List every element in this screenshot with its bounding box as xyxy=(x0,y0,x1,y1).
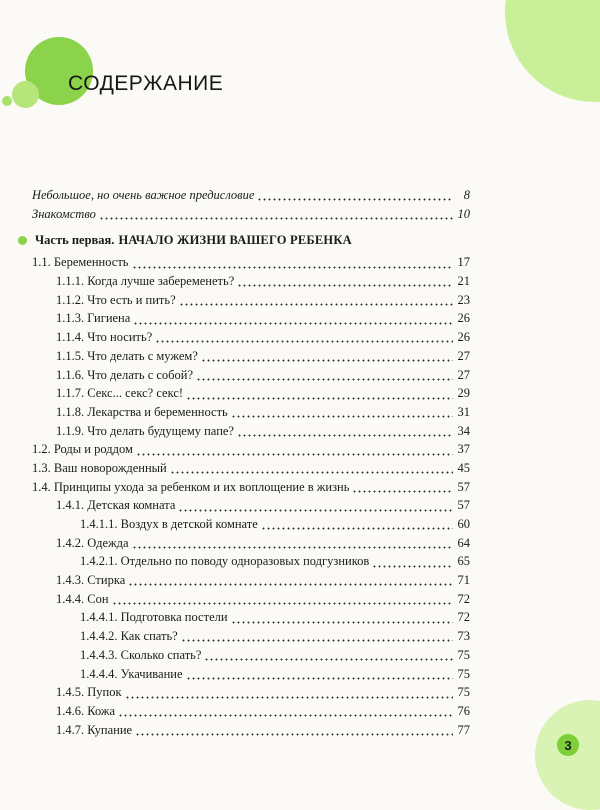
toc-entry xyxy=(32,571,470,590)
toc-leader-dots xyxy=(133,313,453,325)
toc-entry-page: 73 xyxy=(457,629,470,644)
green-bullet-icon xyxy=(18,236,27,245)
toc-entry xyxy=(32,552,470,571)
page-number-badge: 3 xyxy=(557,734,579,756)
toc-leader-dots xyxy=(132,537,453,549)
part-prefix: Часть первая. xyxy=(35,232,115,247)
toc-entry xyxy=(32,328,470,347)
toc-entry-title: 1.1.8. Лекарства и беременность xyxy=(56,404,228,419)
toc-leader-dots xyxy=(237,275,453,287)
toc-entry-title: 1.4.4.2. Как спать? xyxy=(80,629,178,644)
toc-entry xyxy=(32,366,470,385)
toc-leader-dots xyxy=(179,294,453,306)
toc-entry-page: 77 xyxy=(457,722,470,737)
toc-leader-dots xyxy=(136,444,453,456)
toc-entry xyxy=(32,478,470,497)
toc-entry-title: Знакомство xyxy=(32,206,96,221)
toc-leader-dots xyxy=(118,705,453,717)
toc-leader-dots xyxy=(181,630,453,642)
toc-entry-title: 1.4.5. Пупок xyxy=(56,685,122,700)
toc-entry-page: 17 xyxy=(457,255,470,270)
toc-entry xyxy=(32,683,470,702)
toc-entry-title: 1.1.1. Когда лучше забеременеть? xyxy=(56,274,235,289)
toc-entry xyxy=(32,459,470,478)
toc-leader-dots xyxy=(186,388,453,400)
toc-entry-preface xyxy=(32,186,470,205)
toc-entry-page: 37 xyxy=(457,442,470,457)
toc-entry xyxy=(32,496,470,515)
toc-leader-dots xyxy=(112,593,453,605)
toc-leader-dots xyxy=(352,481,453,493)
toc-entry-title: 1.4.4.1. Подготовка постели xyxy=(80,610,228,625)
toc-entry-title: 1.2. Роды и роддом xyxy=(32,442,133,457)
toc-leader-dots xyxy=(231,612,453,624)
toc-leader-dots xyxy=(178,500,453,512)
toc-entry-title: 1.4.1. Детская комната xyxy=(56,498,176,513)
toc-entry-page: 72 xyxy=(457,610,470,625)
toc-entry xyxy=(32,253,470,272)
toc-entry-page: 34 xyxy=(457,423,470,438)
toc-entry-page: 29 xyxy=(457,386,470,401)
toc-leader-dots xyxy=(372,556,453,568)
toc-entry-title: 1.1.3. Гигиена xyxy=(56,311,131,326)
toc-entry xyxy=(32,515,470,534)
toc-entry-title: 1.4.3. Стирка xyxy=(56,573,126,588)
toc-entry xyxy=(32,608,470,627)
toc-entry-page: 21 xyxy=(457,274,470,289)
toc-entry-title: 1.1.7. Секс... секс? секс! xyxy=(56,386,184,401)
toc-entry xyxy=(32,384,470,403)
toc-entry xyxy=(32,590,470,609)
toc-leader-dots xyxy=(135,724,453,736)
toc-entry-page: 45 xyxy=(457,460,470,475)
toc-leader-dots xyxy=(132,257,453,269)
toc-leader-dots xyxy=(128,574,453,586)
toc-entry xyxy=(32,721,470,740)
decor-circle-top-right xyxy=(505,0,600,102)
toc-entry-title: 1.4.4.3. Сколько спать? xyxy=(80,647,202,662)
toc-leader-dots xyxy=(257,189,453,201)
toc-leader-dots xyxy=(237,425,453,437)
toc-leader-dots xyxy=(99,208,453,220)
toc-entry-page: 23 xyxy=(457,292,470,307)
decor-circle-title-small xyxy=(12,81,39,108)
toc-leader-dots xyxy=(261,518,453,530)
toc-entry xyxy=(32,440,470,459)
toc-entry-title: 1.1.6. Что делать с собой? xyxy=(56,367,194,382)
toc-entry-page: 76 xyxy=(457,703,470,718)
toc-entry-title: 1.1.5. Что делать с мужем? xyxy=(56,348,198,363)
toc-entry-page: 57 xyxy=(457,498,470,513)
toc-entry-title: 1.1.9. Что делать будущему папе? xyxy=(56,423,234,438)
toc-entry-title: 1.4.7. Купание xyxy=(56,722,133,737)
toc-entry-page: 10 xyxy=(457,206,470,221)
table-of-contents xyxy=(32,186,470,739)
toc-entry-page: 65 xyxy=(457,554,470,569)
toc-entry xyxy=(32,422,470,441)
toc-leader-dots xyxy=(231,406,453,418)
toc-entry-title: 1.4.4. Сон xyxy=(56,591,109,606)
toc-entry-acquaintance xyxy=(32,205,470,224)
toc-entry-title: 1.4.6. Кожа xyxy=(56,703,116,718)
toc-entry-title: Небольшое, но очень важное предисловие xyxy=(32,188,255,202)
toc-entry-page: 8 xyxy=(463,188,470,202)
toc-entry xyxy=(32,665,470,684)
toc-entry xyxy=(32,702,470,721)
toc-entry-page: 72 xyxy=(457,591,470,606)
part-heading xyxy=(32,227,470,253)
toc-entry xyxy=(32,272,470,291)
toc-leader-dots xyxy=(186,668,454,680)
toc-entry-title: 1.1.4. Что носить? xyxy=(56,330,153,345)
toc-entry-title: 1.4. Принципы ухода за ребенком и их воплощение в жизнь xyxy=(32,479,350,494)
toc-entry-page: 64 xyxy=(457,535,470,550)
toc-entry xyxy=(32,403,470,422)
toc-entry xyxy=(32,291,470,310)
toc-entry-title: 1.1.2. Что есть и пить? xyxy=(56,292,176,307)
page-title: СОДЕРЖАНИЕ xyxy=(68,72,224,96)
toc-entry-page: 75 xyxy=(457,647,470,662)
toc-entry-page: 27 xyxy=(457,367,470,382)
toc-entry-page: 75 xyxy=(457,685,470,700)
toc-entry-page: 57 xyxy=(457,479,470,494)
toc-leader-dots xyxy=(201,350,453,362)
toc-entry-title: 1.4.1.1. Воздух в детской комнате xyxy=(80,517,258,531)
toc-entry xyxy=(32,347,470,366)
toc-entry-page: 71 xyxy=(457,573,470,588)
toc-leader-dots xyxy=(196,369,453,381)
toc-entry-page: 75 xyxy=(457,666,470,681)
toc-entry-title: 1.4.2.1. Отдельно по поводу одноразовых подгузников xyxy=(80,554,370,569)
toc-entry-title: 1.4.4.4. Укачивание xyxy=(80,666,183,681)
toc-entry-page: 27 xyxy=(457,348,470,363)
decor-circle-title-tiny xyxy=(2,96,12,106)
toc-entry xyxy=(32,534,470,553)
toc-entry-title: 1.4.2. Одежда xyxy=(56,535,129,550)
part-label xyxy=(35,233,352,248)
toc-entry-page: 60 xyxy=(457,517,470,531)
toc-entry xyxy=(32,646,470,665)
toc-leader-dots xyxy=(155,331,453,343)
toc-entry xyxy=(32,309,470,328)
toc-entry-page: 26 xyxy=(457,330,470,345)
toc-entry-title: 1.3. Ваш новорожденный xyxy=(32,460,167,475)
toc-leader-dots xyxy=(170,462,453,474)
toc-entry xyxy=(32,627,470,646)
toc-entry-page: 26 xyxy=(457,311,470,326)
toc-entry-title: 1.1. Беременность xyxy=(32,255,129,270)
toc-leader-dots xyxy=(204,649,453,661)
toc-entry-page: 31 xyxy=(457,404,470,419)
part-title: НАЧАЛО ЖИЗНИ ВАШЕГО РЕБЕНКА xyxy=(118,232,352,247)
toc-leader-dots xyxy=(125,687,453,699)
